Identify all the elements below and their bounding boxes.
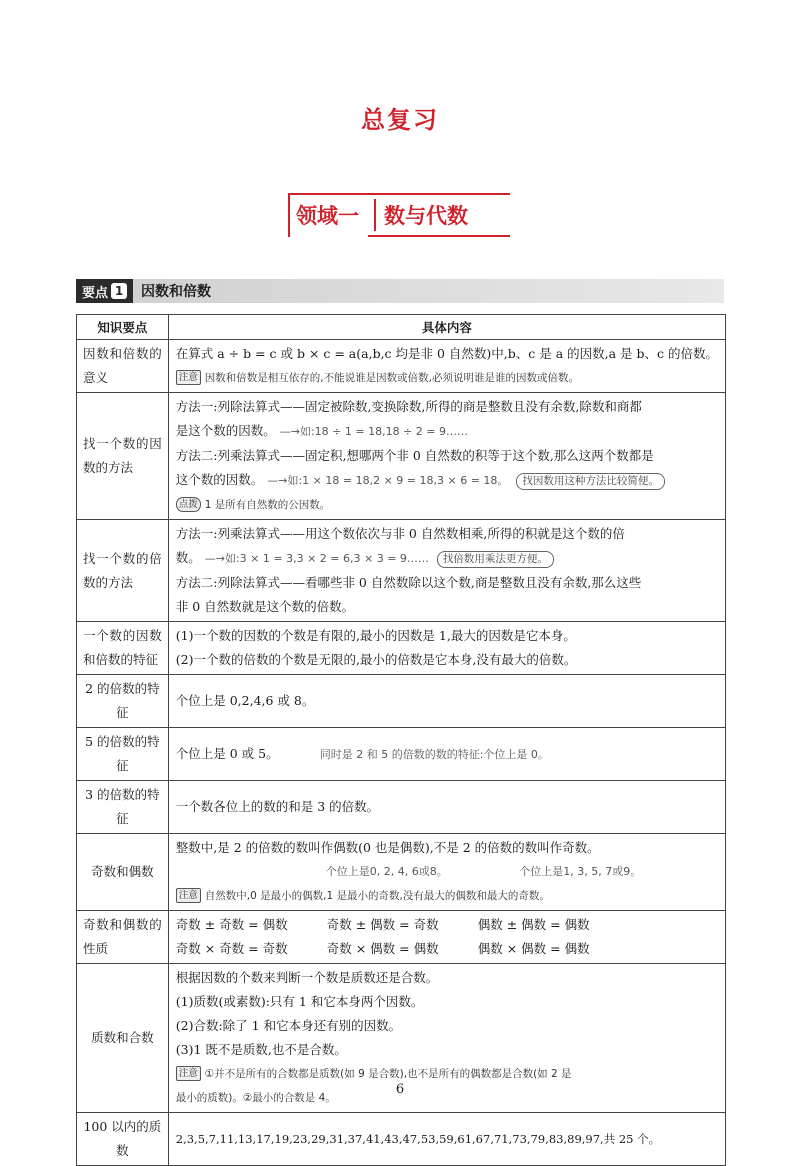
row-content xyxy=(168,781,725,834)
table-row xyxy=(77,834,726,911)
table-row xyxy=(77,728,726,781)
note-tag: 注意 xyxy=(176,888,201,903)
content-line: 非 0 自然数就是这个数的倍数。 xyxy=(175,599,355,614)
content-line xyxy=(176,468,718,493)
property-cell: 奇数 ± 奇数 = 偶数 xyxy=(175,917,288,932)
table-row xyxy=(77,675,726,728)
row-content xyxy=(168,834,725,911)
row-label: 找一个数的倍数的方法 xyxy=(77,520,169,622)
row-content xyxy=(168,393,725,520)
row-content xyxy=(168,728,725,781)
section-number: 1 xyxy=(111,283,127,299)
content-line: 个位上是 0,2,4,6 或 8。 xyxy=(175,693,315,708)
row-content xyxy=(168,622,725,675)
section-tag xyxy=(76,279,133,303)
header-content: 具体内容 xyxy=(168,315,725,340)
note-line xyxy=(176,493,718,517)
row-label: 奇数和偶数 xyxy=(77,834,169,911)
row-label: 2 的倍数的特征 xyxy=(77,675,169,728)
page-number: 6 xyxy=(395,1082,405,1097)
table-row xyxy=(77,340,726,393)
row-content xyxy=(168,1113,725,1166)
row-content xyxy=(168,340,725,393)
content-line xyxy=(176,419,718,444)
row-label: 因数和倍数的意义 xyxy=(77,340,169,393)
row-label: 质数和合数 xyxy=(77,964,169,1113)
table-row xyxy=(77,781,726,834)
row-content xyxy=(168,911,725,964)
content-text: 是这个数的因数。 xyxy=(175,423,276,438)
knowledge-table xyxy=(76,314,726,1166)
note-text: 因数和倍数是相互依存的,不能说谁是因数或倍数,必须说明谁是谁的因数或倍数。 xyxy=(204,372,579,384)
tip-bubble: 找倍数用乘法更方便。 xyxy=(437,551,554,568)
content-line: (2)一个数的倍数的个数是无限的,最小的倍数是它本身,没有最大的倍数。 xyxy=(175,652,577,667)
property-cell: 奇数 ± 偶数 = 奇数 xyxy=(326,917,439,932)
content-line: 整数中,是 2 的倍数的数叫作偶数(0 也是偶数),不是 2 的倍数的数叫作奇数。 xyxy=(175,840,600,855)
table-header-row xyxy=(77,315,726,340)
odd-hint: 个位上是1, 3, 5, 7或9。 xyxy=(519,865,642,878)
row-label: 100 以内的质数 xyxy=(77,1113,169,1166)
content-line: (3)1 既不是质数,也不是合数。 xyxy=(175,1042,347,1057)
domain-separator xyxy=(374,199,376,231)
content-line: 根据因数的个数来判断一个数是质数还是合数。 xyxy=(175,970,439,985)
property-cell: 偶数 ± 偶数 = 偶数 xyxy=(477,917,590,932)
section-tag-label: 要点 xyxy=(82,285,109,301)
content-line: 一个数各位上的数的和是 3 的倍数。 xyxy=(175,799,380,814)
header-knowledge-point: 知识要点 xyxy=(77,315,169,340)
content-text: 数。 xyxy=(175,550,201,565)
parity-hint-line xyxy=(176,860,718,884)
table-row xyxy=(77,520,726,622)
domain-part: 领域一 xyxy=(296,204,359,228)
property-cell: 奇数 × 偶数 = 偶数 xyxy=(326,941,439,956)
domain-heading xyxy=(288,193,510,237)
content-line: 在算式 a ÷ b = c 或 b × c = a(a,b,c 均是非 0 自然数)中,b、c 是 a 的因数,a 是 b、c 的倍数。 xyxy=(175,346,718,361)
section-bar xyxy=(76,279,724,303)
content-line xyxy=(176,546,718,571)
content-line: 方法一:列乘法算式——用这个数依次与非 0 自然数相乘,所得的积就是这个数的倍 xyxy=(175,526,625,541)
domain-name: 数与代数 xyxy=(384,204,468,228)
note-line xyxy=(176,884,718,908)
content-line xyxy=(176,742,718,767)
content-line: 方法一:列除法算式——固定被除数,变换除数,所得的商是整数且没有余数,除数和商都 xyxy=(175,399,642,414)
even-hint: 个位上是0, 2, 4, 6或8。 xyxy=(325,865,448,878)
row-label: 3 的倍数的特征 xyxy=(77,781,169,834)
row-label: 奇数和偶数的性质 xyxy=(77,911,169,964)
content-line: 方法二:列乘法算式——固定积,想哪两个非 0 自然数的积等于这个数,那么这两个数都是 xyxy=(175,448,654,463)
row-label: 5 的倍数的特征 xyxy=(77,728,169,781)
note-tag: 注意 xyxy=(176,370,201,385)
note-text: 1 是所有自然数的公因数。 xyxy=(204,499,331,511)
content-line: 2,3,5,7,11,13,17,19,23,29,31,37,41,43,47,53,59,61,67,71,73,79,83,89,97,共 25 个。 xyxy=(175,1132,661,1146)
row-content xyxy=(168,675,725,728)
content-line: (2)合数:除了 1 和它本身还有别的因数。 xyxy=(175,1018,402,1033)
property-cell: 奇数 × 奇数 = 奇数 xyxy=(175,941,288,956)
content-line: (1)一个数的因数的个数是有限的,最小的因数是 1,最大的因数是它本身。 xyxy=(175,628,576,643)
property-row xyxy=(176,937,718,961)
note-text: ①并不是所有的合数都是质数(如 9 是合数),也不是所有的偶数都是合数(如 2 是 xyxy=(204,1068,572,1080)
domain-underline xyxy=(368,235,510,237)
table-row xyxy=(77,1113,726,1166)
example-hint: —→如:18 ÷ 1 = 18,18 ÷ 2 = 9…… xyxy=(279,425,468,438)
combined-hint: 同时是 2 和 5 的倍数的数的特征:个位上是 0。 xyxy=(319,747,549,761)
content-line: (1)质数(或素数):只有 1 和它本身两个因数。 xyxy=(175,994,424,1009)
note-text: 自然数中,0 是最小的偶数,1 是最小的奇数,没有最大的偶数和最大的奇数。 xyxy=(204,890,550,902)
row-content xyxy=(168,520,725,622)
table-row xyxy=(77,911,726,964)
section-title: 因数和倍数 xyxy=(141,284,212,300)
content-text: 这个数的因数。 xyxy=(175,472,264,487)
note-tag: 注意 xyxy=(176,1066,201,1081)
note-tag: 点拨 xyxy=(176,497,201,512)
content-text: 个位上是 0 或 5。 xyxy=(175,745,279,761)
table-row xyxy=(77,393,726,520)
note-line xyxy=(176,366,718,390)
note-line: 最小的质数)。②最小的合数是 4。 xyxy=(175,1092,336,1104)
property-cell: 偶数 × 偶数 = 偶数 xyxy=(477,941,590,956)
example-hint: —→如:1 × 18 = 18,2 × 9 = 18,3 × 6 = 18。 xyxy=(267,474,509,487)
example-hint: —→如:3 × 1 = 3,3 × 2 = 6,3 × 3 = 9…… xyxy=(204,552,429,565)
tip-bubble: 找因数用这种方法比较简便。 xyxy=(516,473,665,490)
page-title: 总复习 xyxy=(361,106,439,134)
property-row xyxy=(176,913,718,937)
row-label: 找一个数的因数的方法 xyxy=(77,393,169,520)
content-line: 方法二:列除法算式——看哪些非 0 自然数除以这个数,商是整数且没有余数,那么这些 xyxy=(175,575,642,590)
table-row xyxy=(77,622,726,675)
row-label: 一个数的因数和倍数的特征 xyxy=(77,622,169,675)
